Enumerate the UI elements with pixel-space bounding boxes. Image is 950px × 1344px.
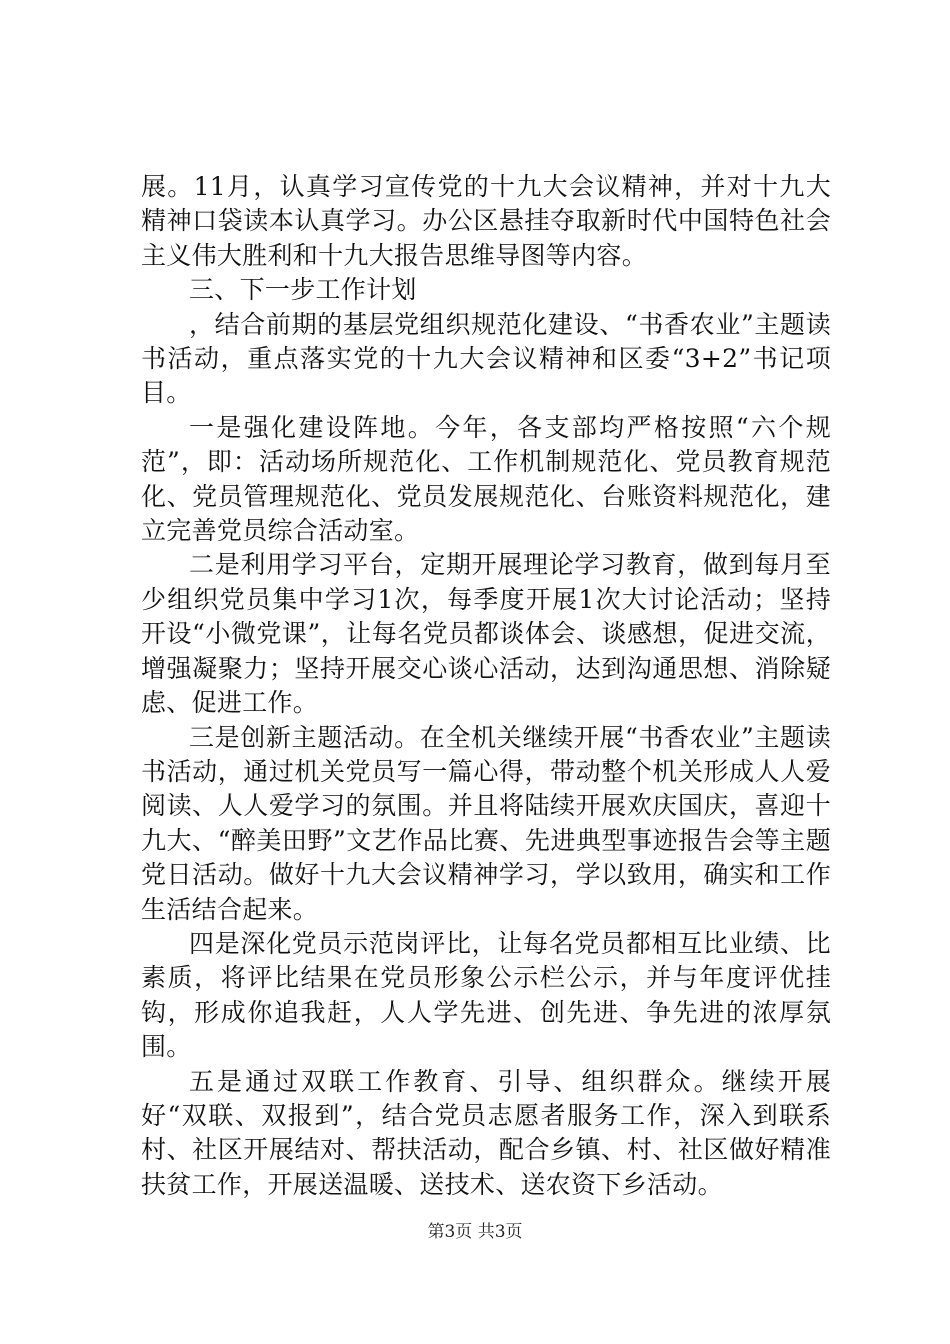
page-number-footer: 第3页 共3页 [427, 1222, 523, 1242]
paragraph-item-4: 四是深化党员示范岗评比，让每名党员都相互比业绩、比素质，将评比结果在党员形象公示栏公示，并与年度评优挂钩，形成你追我赶，人人学先进、创先进、争先进的浓厚氛围。 [141, 928, 831, 1062]
section-heading: 三、下一步工作计划 [189, 275, 417, 305]
paragraph-continuation: 展。11月，认真学习宣传党的十九大会议精神，并对十九大精神口袋读本认真学习。办公区悬挂夺取新时代中国特色社会主义伟大胜利和十九大报告思维导图等内容。 [141, 172, 831, 270]
paragraph-item-1: 一是强化建设阵地。今年，各支部均严格按照“六个规范”，即：活动场所规范化、工作机制规范化、党员教育规范化、党员管理规范化、党员发展规范化、台账资料规范化，建立完善党员综合活动室。 [141, 412, 831, 546]
document-body [141, 170, 831, 1202]
paragraph-item-5: 五是通过双联工作教育、引导、组织群众。继续开展好“双联、双报到”，结合党员志愿者服务工作，深入到联系村、社区开展结对、帮扶活动，配合乡镇、村、社区做好精准扶贫工作，开展送温暖、送技术、送农资下乡活动。 [141, 1066, 831, 1199]
paragraph-item-3: 三是创新主题活动。在全机关继续开展“书香农业”主题读书活动，通过机关党员写一篇心得，带动整个机关形成人人爱阅读、人人爱学习的氛围。并且将陆续开展欢庆国庆，喜迎十九大、“醉美田野”文艺作品比赛、先进典型事迹报告会等主题党日活动。做好十九大会议精神学习，学以致用，确实和工作生活结合起来。 [141, 722, 831, 924]
paragraph-item-2: 二是利用学习平台，定期开展理论学习教育，做到每月至少组织党员集中学习1次，每季度开展1次大讨论活动；坚持开设“小微党课”，让每名党员都谈体会、谈感想，促进交流，增强凝聚力；坚持开展交心谈心活动，达到沟通思想、消除疑虑、促进工作。 [141, 550, 831, 718]
paragraph-intro: ，结合前期的基层党组织规范化建设、“书香农业”主题读书活动，重点落实党的十九大会议精神和区委“3+2”书记项目。 [141, 309, 831, 408]
